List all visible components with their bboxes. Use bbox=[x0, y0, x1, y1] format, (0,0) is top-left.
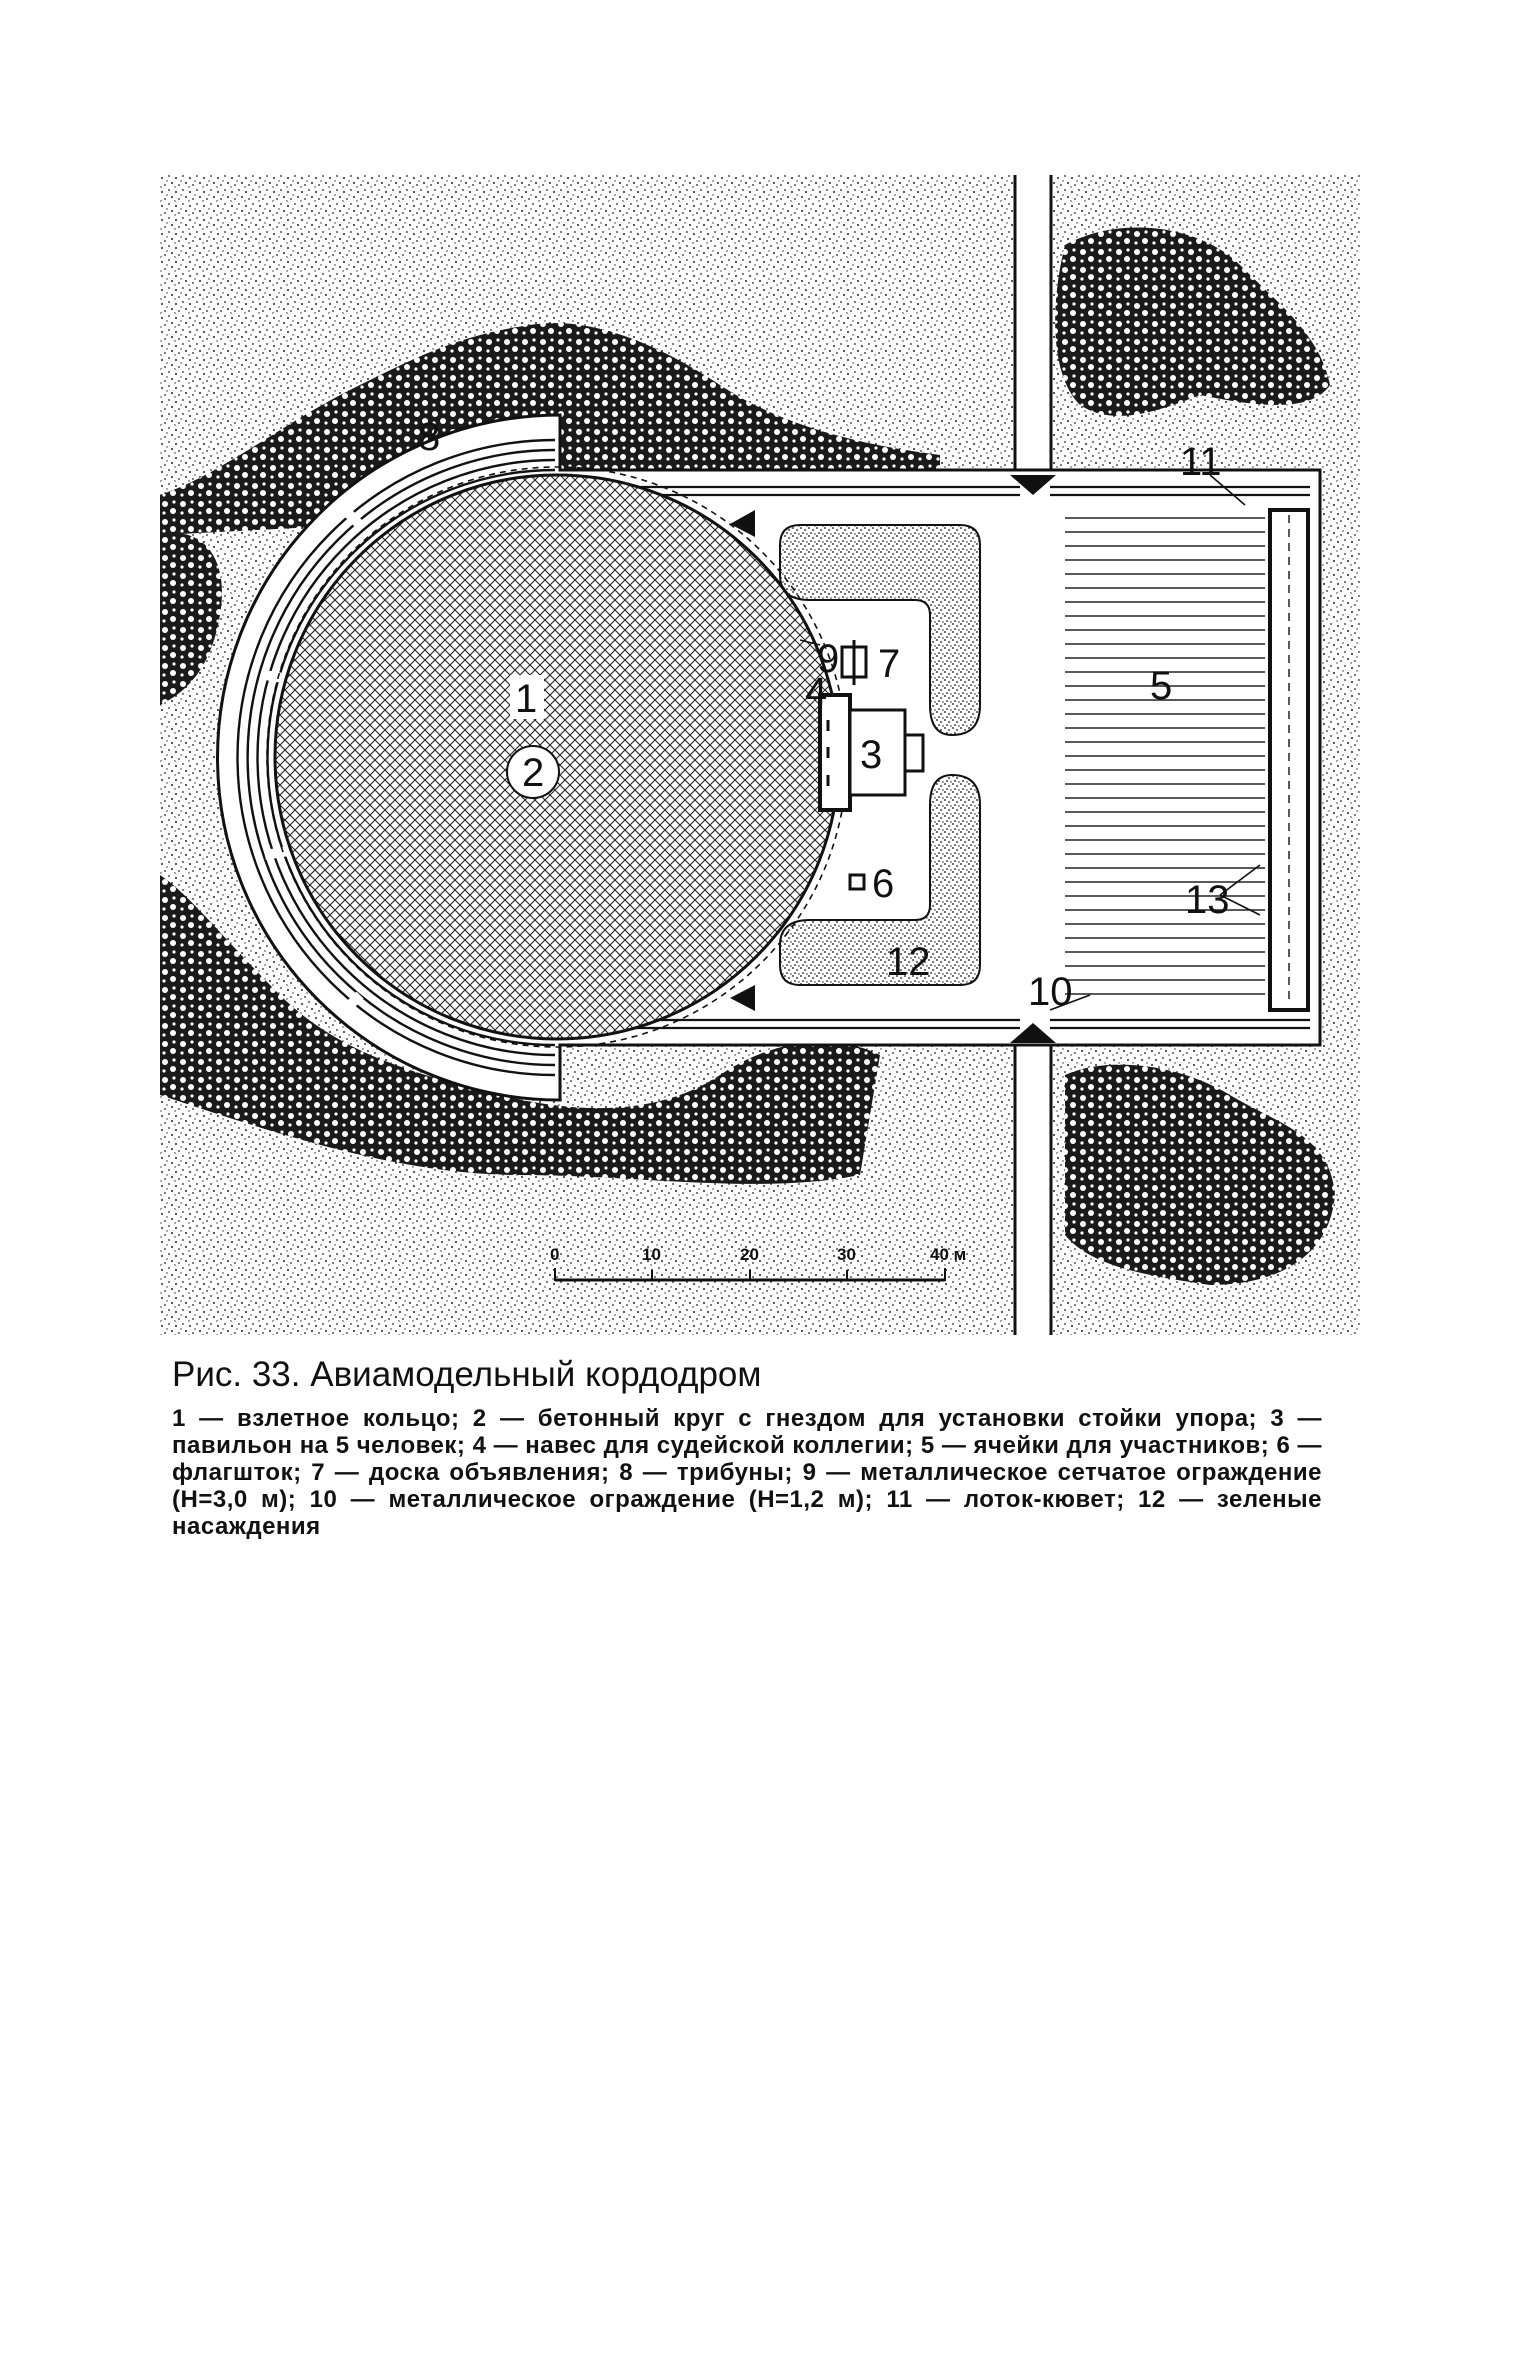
label-11: 11 bbox=[1180, 440, 1222, 484]
label-4: 4 bbox=[805, 670, 828, 714]
notice-board bbox=[842, 640, 866, 685]
label-7: 7 bbox=[878, 642, 901, 686]
label-6: 6 bbox=[872, 862, 895, 906]
take-off-ring bbox=[275, 475, 839, 1039]
scale-tick-30: 30 bbox=[837, 1245, 856, 1264]
label-2: 2 bbox=[522, 751, 545, 795]
label-10: 10 bbox=[1028, 970, 1073, 1014]
label-5: 5 bbox=[1150, 664, 1173, 708]
label-9: 9 bbox=[817, 637, 840, 681]
figure-caption bbox=[172, 1355, 1322, 1540]
kordodrom-site-plan bbox=[160, 175, 1360, 1335]
participant-stalls bbox=[1065, 515, 1265, 1005]
label-13: 13 bbox=[1185, 878, 1230, 922]
figure-legend: 1 — взлетное кольцо; 2 — бетонный круг с гнездом для установки стойки упора; 3 — павильон на 5 человек; 4 — навес для судейской коллегии; 5 — ячейки для участников; 6 — флагшток; 7 — доска объявления; 8 — трибуны; 9 — металлическое сетчатое ограждение (Н=3,0 м); 10 — металлическое ограждение (Н=1,2 м); 11 — лоток-кювет; 12 — зеленые насаждения bbox=[172, 1405, 1322, 1540]
pavilion-annex bbox=[905, 735, 923, 771]
scale-tick-40: 40 м bbox=[930, 1245, 967, 1264]
flagpole bbox=[850, 875, 864, 889]
scale-tick-10: 10 bbox=[642, 1245, 661, 1264]
label-12: 12 bbox=[886, 940, 931, 984]
scale-tick-20: 20 bbox=[740, 1245, 759, 1264]
label-8: 8 bbox=[418, 415, 441, 459]
label-1: 1 bbox=[515, 677, 538, 721]
label-3: 3 bbox=[860, 733, 883, 777]
figure-title: Рис. 33. Авиамодельный кордодром bbox=[172, 1355, 762, 1394]
scale-tick-0: 0 bbox=[550, 1245, 560, 1264]
